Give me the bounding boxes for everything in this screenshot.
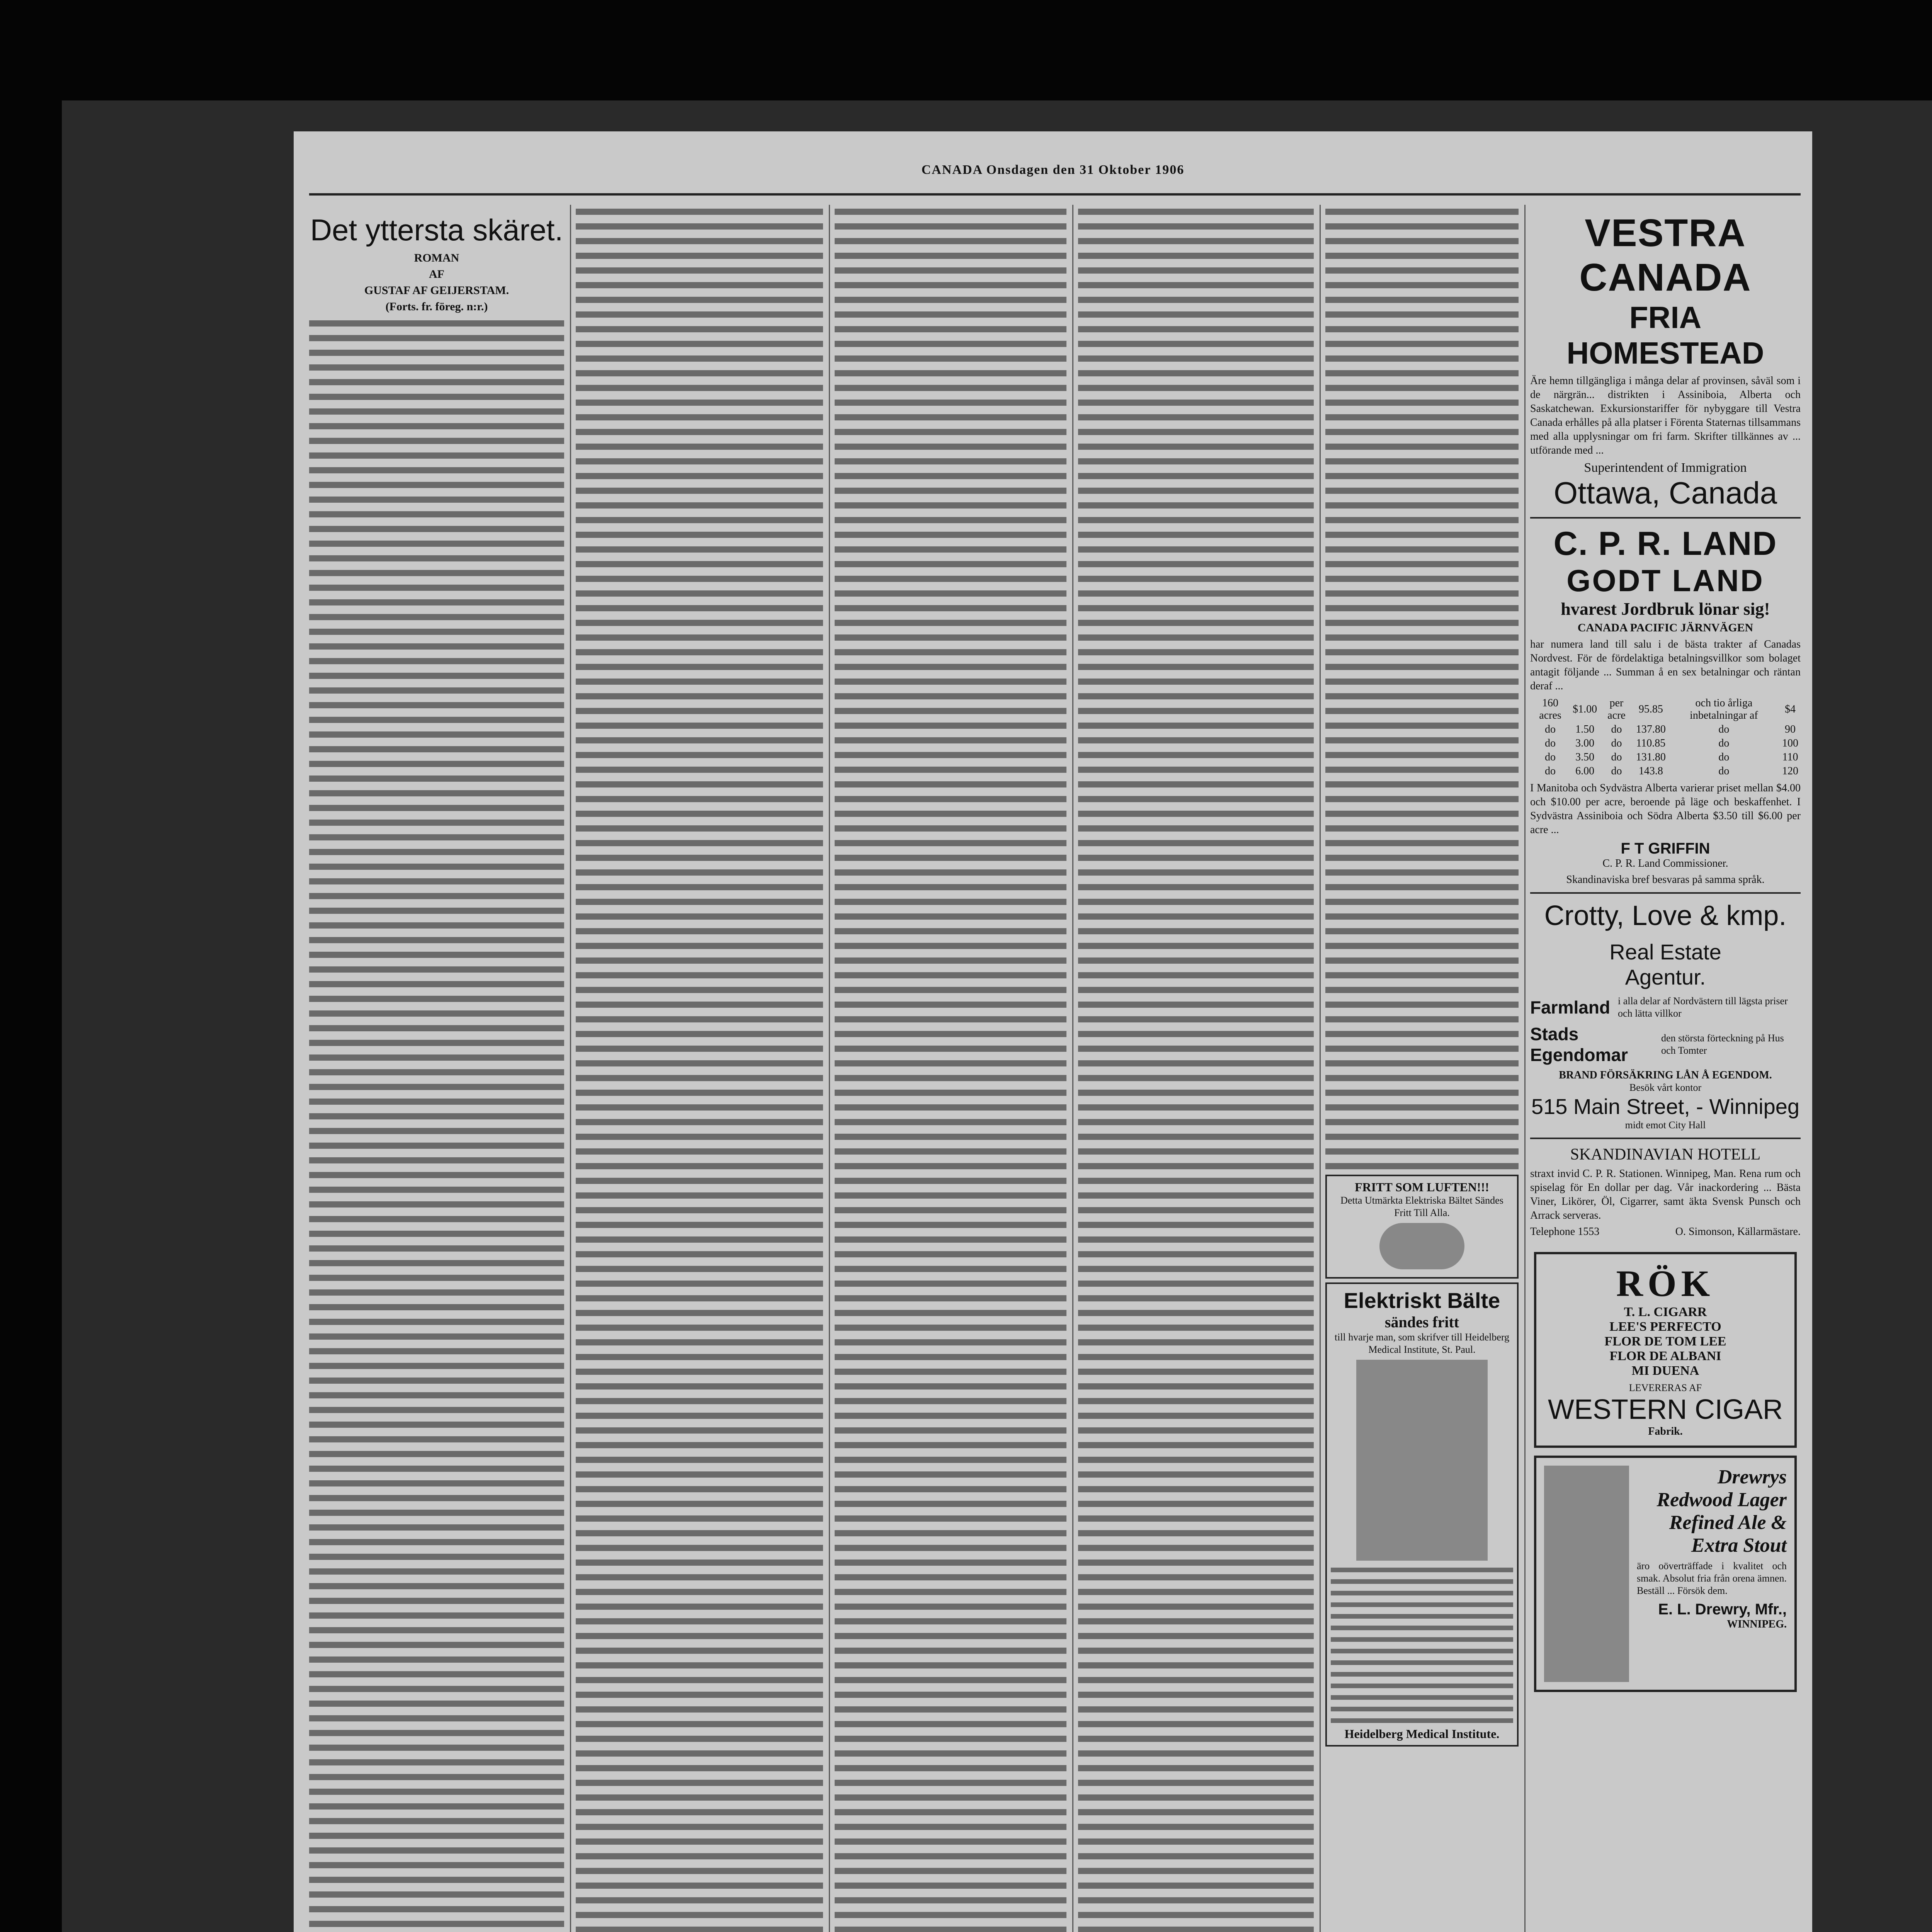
story-text-3 bbox=[835, 205, 1066, 1932]
column-divider bbox=[1072, 205, 1073, 1932]
ads-column bbox=[1530, 205, 1801, 1932]
homestead-title-1: VESTRA CANADA bbox=[1579, 211, 1752, 299]
crotty-stads: Stads Egendomar bbox=[1530, 1024, 1628, 1065]
rok-company: WESTERN CIGAR bbox=[1548, 1394, 1783, 1425]
rok-title: RÖK bbox=[1616, 1263, 1715, 1304]
header-rule bbox=[309, 193, 1801, 196]
story-by: AF bbox=[429, 268, 444, 281]
cpr-note: Skandinaviska bref besvaras på samma språk. bbox=[1566, 874, 1765, 886]
cpr-land-ad bbox=[1530, 517, 1801, 892]
cpr-price-table bbox=[1530, 696, 1801, 778]
crotty-name: Crotty, Love & kmp. bbox=[1544, 900, 1787, 931]
rok-line: T. L. CIGARR bbox=[1624, 1305, 1707, 1319]
drewry-line-3: Refined Ale & bbox=[1669, 1512, 1787, 1534]
homestead-signer: Superintendent of Immigration bbox=[1584, 461, 1747, 475]
rok-cigar-ad bbox=[1534, 1252, 1797, 1448]
cpr-title-1: C. P. R. LAND bbox=[1553, 525, 1777, 562]
homestead-body: Äre hemn tillgängliga i många delar af provinsen, såväl som i de närgrän... distrikten i Assiniboia, Alberta och Saskatchewan. Exkursionstariffer för nybyggare till Vestra Canada erhålles på alla platser i Förenta Staternas tillsammans med alla upplysningar om fri farm. Skrifter tillkännes av ... utförande med ... bbox=[1530, 375, 1801, 456]
column-divider bbox=[570, 205, 571, 1932]
hotel-body: straxt invid C. P. R. Stationen. Winnipeg, Man. Rena rum och spiselag för En dollar per dag. Vår inackordering ... Bästa Viner, Likörer, Öl, Cigarrer, samt äkta Svensk Punsch och Arrack serveras. bbox=[1530, 1168, 1801, 1221]
story-text-4 bbox=[1078, 205, 1314, 1932]
newspaper-page bbox=[294, 131, 1812, 1932]
story-title: Det yttersta skäret. bbox=[310, 213, 563, 247]
page-header bbox=[294, 131, 1812, 209]
story-column-5 bbox=[1325, 205, 1519, 1932]
story-author: GUSTAF AF GEIJERSTAM. bbox=[364, 284, 509, 297]
cpr-company: CANADA PACIFIC JÄRNVÄGEN bbox=[1577, 621, 1753, 634]
man-with-belt-illustration bbox=[1356, 1360, 1488, 1561]
crotty-line-2: Agentur. bbox=[1625, 965, 1706, 989]
rok-line: LEE'S PERFECTO bbox=[1609, 1320, 1721, 1334]
drewry-line-2: Redwood Lager bbox=[1656, 1489, 1787, 1511]
story-text-2 bbox=[576, 205, 823, 1932]
story-text-5 bbox=[1325, 205, 1519, 1171]
table-row: do 3.00 do 110.85 do 100 bbox=[1545, 737, 1798, 749]
luften-title: FRITT SOM LUFTEN!!! bbox=[1355, 1180, 1489, 1194]
column-divider bbox=[829, 205, 830, 1932]
belt-illustration bbox=[1379, 1223, 1464, 1269]
cpr-signer: F T GRIFFIN bbox=[1621, 840, 1710, 857]
story-text-1 bbox=[309, 316, 564, 1932]
man-with-glass-illustration bbox=[1544, 1466, 1629, 1682]
crotty-visit: Besök vårt kontor bbox=[1629, 1082, 1702, 1093]
table-row: 160 acres $1.00 per acre 95.85 och tio årliga inbetalningar af $4 bbox=[1539, 697, 1796, 721]
belt-footer: Heidelberg Medical Institute. bbox=[1344, 1727, 1500, 1741]
cpr-body: har numera land till salu i de bästa trakter af Canadas Nordvest. För de fördelaktiga betalningsvillkor som bolaget antagit följande ... Summan å en sex betalningar och räntan deraf ... bbox=[1530, 638, 1801, 692]
table-row: do 6.00 do 143.8 do 120 bbox=[1545, 765, 1798, 777]
homestead-city: Ottawa, Canada bbox=[1553, 476, 1777, 510]
header-text: CANADA Onsdagen den 31 Oktober 1906 bbox=[921, 163, 1185, 177]
crotty-ad bbox=[1530, 892, 1801, 1138]
table-row: do 1.50 do 137.80 do 90 bbox=[1545, 723, 1796, 735]
drewry-signer: E. L. Drewry, Mfr., bbox=[1658, 1601, 1787, 1618]
drewry-line-1: Drewrys bbox=[1717, 1466, 1787, 1488]
drewry-body: äro oöverträffade i kvalitet och smak. Absolut fria från orena ämnen. Beställ ... Försök dem. bbox=[1637, 1560, 1787, 1596]
story-column-4 bbox=[1078, 205, 1314, 1932]
crotty-line-1: Real Estate bbox=[1609, 940, 1721, 964]
table-row: do 3.50 do 131.80 do 110 bbox=[1545, 751, 1798, 763]
belt-subtitle: sändes fritt bbox=[1384, 1313, 1459, 1331]
crotty-farmland-desc: i alla delar af Nordvästern till lägsta priser och lätta villkor bbox=[1618, 995, 1788, 1019]
rok-by: LEVERERAS AF bbox=[1629, 1382, 1702, 1393]
cpr-title-3: hvarest Jordbruk lönar sig! bbox=[1561, 599, 1770, 619]
crotty-address: 515 Main Street, - Winnipeg bbox=[1531, 1094, 1800, 1119]
rok-line: MI DUENA bbox=[1631, 1364, 1699, 1378]
crotty-insurance: BRAND FÖRSÄKRING LÅN Å EGENDOM. bbox=[1559, 1069, 1772, 1081]
story-column-2 bbox=[576, 205, 823, 1932]
story-column-3 bbox=[835, 205, 1066, 1932]
cpr-body-2: I Manitoba och Sydvästra Alberta varierar priset mellan $4.00 och $10.00 per acre, beroende på läge och beskaffenhet. I Sydvästra Assiniboia och Södra Alberta $3.50 till $6.00 per acre ... bbox=[1530, 782, 1801, 836]
drewry-city: WINNIPEG. bbox=[1727, 1618, 1787, 1630]
drewry-line-4: Extra Stout bbox=[1691, 1534, 1787, 1556]
crotty-stads-desc: den största förteckning på Hus och Tomter bbox=[1661, 1032, 1784, 1056]
hotel-ad bbox=[1530, 1138, 1801, 1244]
rok-line: FLOR DE TOM LEE bbox=[1604, 1334, 1726, 1349]
luften-ad bbox=[1325, 1175, 1519, 1279]
rok-line: FLOR DE ALBANI bbox=[1609, 1349, 1721, 1363]
hotel-name: SKANDINAVIAN HOTELL bbox=[1570, 1146, 1761, 1163]
rok-fabrik: Fabrik. bbox=[1648, 1425, 1683, 1437]
cpr-signer-title: C. P. R. Land Commissioner. bbox=[1602, 857, 1728, 869]
column-divider bbox=[1524, 205, 1526, 1932]
crotty-near: midt emot City Hall bbox=[1625, 1119, 1706, 1131]
column-divider bbox=[1320, 205, 1321, 1932]
drewry-ad bbox=[1534, 1456, 1797, 1692]
cpr-title-2: GODT LAND bbox=[1566, 563, 1764, 598]
story-continued: (Forts. fr. föreg. n:r.) bbox=[385, 300, 488, 313]
homestead-title-2: FRIA HOMESTEAD bbox=[1566, 300, 1764, 370]
hotel-phone: Telephone 1553 bbox=[1530, 1226, 1600, 1238]
belt-title: Elektriskt Bälte bbox=[1344, 1288, 1500, 1313]
hotel-owner: O. Simonson, Källarmästare. bbox=[1675, 1226, 1801, 1238]
story-column-1 bbox=[309, 205, 564, 1932]
belt-ad bbox=[1325, 1282, 1519, 1747]
belt-body: till hvarje man, som skrifver till Heidelberg Medical Institute, St. Paul. bbox=[1334, 1332, 1510, 1355]
luften-subtitle: Detta Utmärkta Elektriska Bältet Sändes Fritt Till Alla. bbox=[1340, 1195, 1503, 1218]
crotty-farmland: Farmland bbox=[1530, 997, 1611, 1017]
story-genre: ROMAN bbox=[414, 252, 459, 264]
homestead-ad bbox=[1530, 205, 1801, 517]
